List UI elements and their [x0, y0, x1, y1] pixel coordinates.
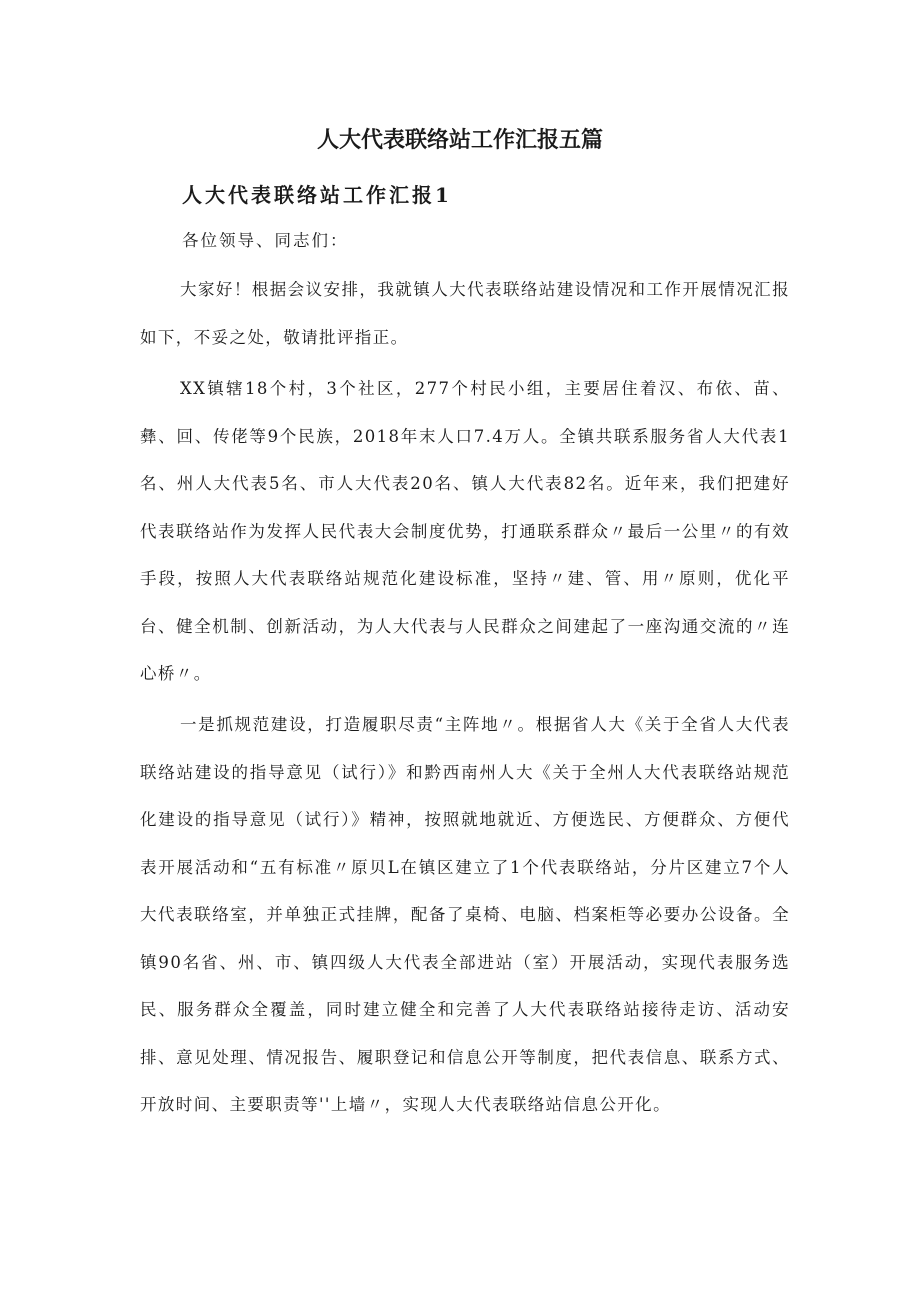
document-title: 人大代表联络站工作汇报五篇: [316, 128, 603, 153]
paragraph-standard-construction: 一是抓规范建设，打造履职尽责“主阵地〃。根据省人大《关于全省人大代表联络站建设的指导意见（试行）》和黔西南州人大《关于全州人大代表联络站规范化建设的指导意见（试行）》精神，按照就地就近、方便选民、方便群众、方便代表开展活动和“五有标准〃原贝L在镇区建立了1个代表联络站，分片区建立7个人大代表联络室，并单独正式挂牌，配备了桌椅、电脑、档案柜等必要办公设备。全镇90名省、州、市、镇四级人大代表全部进站（室）开展活动，实现代表服务选民、服务群众全覆盖，同时建立健全和完善了人大代表联络站接待走访、活动安排、意见处理、情况报告、履职登记和信息公开等制度，把代表信息、联系方式、开放时间、主要职责等''上墙〃，实现人大代表联络站信息公开化。: [140, 715, 790, 1114]
section-heading: 人大代表联络站工作汇报1: [182, 183, 452, 207]
salutation: 各位领导、同志们：: [182, 231, 349, 250]
paragraph-town-overview: XX镇辖18个村，3个社区，277个村民小组，主要居住着汉、布依、苗、彝、回、传佬等9个民族，2018年末人口7.4万人。全镇共联系服务省人大代表1名、州人大代表5名、市人大代表20名、镇人大代表82名。近年来，我们把建好代表联络站作为发挥人民代表大会制度优势，打通联系群众〃最后一公里〃的有效手段，按照人大代表联络站规范化建设标准，坚持〃建、管、用〃原则，优化平台、健全机制、创新活动，为人大代表与人民群众之间建起了一座沟通交流的〃连心桥〃。: [140, 379, 790, 683]
paragraph-greeting: 大家好！根据会议安排，我就镇人大代表联络站建设情况和工作开展情况汇报如下，不妥之处，敬请批评指正。: [140, 280, 790, 347]
